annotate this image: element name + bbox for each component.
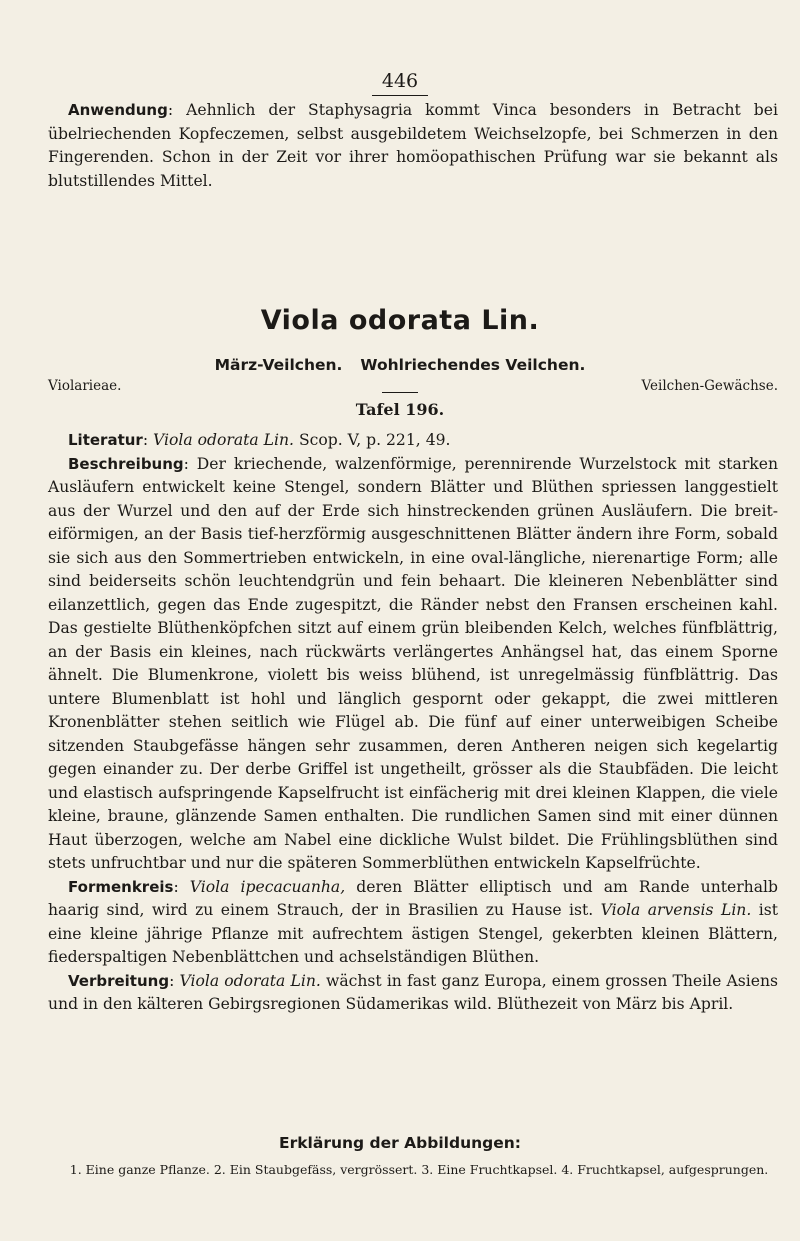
common-names [0,356,800,374]
anwendung-label: Anwendung [68,101,168,119]
formenkreis-italic-1: Viola ipecacuanha, [189,877,346,896]
family-latin: Violarieae. [48,378,122,394]
beschreibung-text: : Der kriechende, walzenförmige, perennirende Wurzelstock mit starken Ausläufern entwickelt keine Stengel, sondern Blätter und Blüthen spriessen langgestielt aus der Wurzel und den auf der Erde sich hinstreckenden grünen Ausläufern. Die breit-eiförmigen, an der Basis tief-herzförmig ausgeschnittenen Blätter ändern ihre Form, sobald sie sich aus den Sommertrieben entwickeln, in eine oval-längliche, nierenartige Form; alle sind beiderseits schön leuchtendgrün und fein behaart. Die kleineren Nebenblätter sind eilanzettlich, gegen das Ende zugespitzt, die Ränder nebst den Fransen erscheinen kahl. Das gestielte Blüthenköpfchen sitzt auf einem grün bleibenden Kelch, welches fünfblättrig, an der Basis ein kleines, nach rückwärts verlängertes Anhängsel hat, das einem Sporne ähnelt. Die Blumenkrone, violett bis weiss blühend, ist unregelmässig fünfblättrig. Das untere Blumenblatt ist hohl und länglich gespornt oder gekappt, die zwei mittleren Kronenblätter stehen seitlich wie Flügel ab. Die fünf auf einer unterweibigen Scheibe sitzenden Staubgefässe hängen sehr zusammen, deren Antheren neigen sich kegelartig gegen einander zu. Der derbe Griffel ist ungetheilt, grösser als die Staubfäden. Die leicht und elastisch aufspringende Kapselfrucht ist einfächerig mit drei kleinen Klappen, die viele kleine, braune, glänzende Samen enthalten. Die rundlichen Samen sind mit einer dünnen Haut überzogen, welche am Nabel eine dickliche Wulst bildet. Die Frühlingsblüthen sind stets unfruchtbar und nur die späteren Sommerblüthen entwickeln Kapselfrüchte. [48,454,778,872]
formenkreis-label: Formenkreis [68,877,174,896]
figure-explanation-text: 1. Eine ganze Pflanze. 2. Ein Staubgefäss, vergrössert. 3. Eine Fruchtkapsel. 4. Fruchtkapsel, aufgesprungen. [69,1162,769,1177]
anwendung-paragraph [48,99,778,193]
page-number-rule [372,95,428,96]
verbreitung-text: wächst in fast ganz Europa, einem grossen Theile Asiens und in den kälteren Gebirgsregionen Südamerikas wild. Blüthezeit von März bis April. [48,971,778,1013]
verbreitung-italic: Viola odorata Lin. [179,971,321,990]
literatur-label: Literatur [68,431,143,449]
family-german: Veilchen-Gewächse. [641,378,778,394]
common-name-2: Wohlriechendes Veilchen. [360,356,586,374]
literatur-sep: : [142,431,154,449]
formenkreis-sep: : [173,877,190,896]
page-number: 446 [381,70,419,92]
plate-number: Tafel 196. [355,400,445,419]
formenkreis-paragraph [48,876,778,970]
intro-section [48,99,778,193]
formenkreis-text-2: ist eine kleine jährige Pflanze mit aufrechtem ästigen Stengel, gekerbten kleinen Blättern, fiederspaltigen Nebenblättchen und achselständigen Blüthen. [48,901,778,966]
formenkreis-text-1: deren Blätter elliptisch und am Rande unterhalb haarig sind, wird zu einem Strauch, der in Brasilien zu Hause ist. [48,877,778,919]
literatur-text: Scop. V, p. 221, 49. [294,431,451,449]
literatur-italic: Viola odorata Lin. [153,431,295,449]
figure-explanation-heading: Erklärung der Abbildungen: [279,1134,521,1152]
species-title: Viola odorata Lin. [260,305,540,336]
formenkreis-italic-2: Viola arvensis Lin. [600,901,752,919]
verbreitung-label: Verbreitung [68,971,170,990]
main-text [48,429,778,1017]
beschreibung-paragraph [48,453,778,876]
verbreitung-sep: : [169,971,180,990]
literatur-paragraph [48,429,778,453]
family-rule [382,392,418,393]
beschreibung-label: Beschreibung [68,454,184,473]
anwendung-text: : Aehnlich der Staphysagria kommt Vinca besonders in Betracht bei übelriechenden Kopfeczemen, selbst ausgebildetem Weichselzopfe, bei Schmerzen in den Fingerenden. Schon in der Zeit vor ihrer homöopathischen Prüfung war sie bekannt als blutstillendes Mittel. [48,101,778,190]
common-name-1: März-Veilchen. [214,356,343,374]
verbreitung-paragraph [48,970,778,1017]
